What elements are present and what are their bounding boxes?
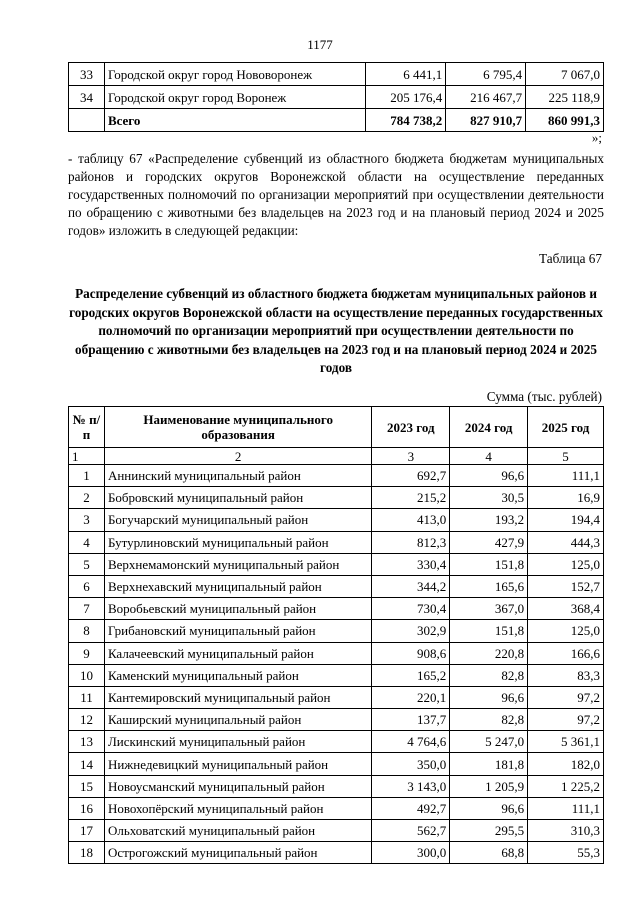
table-row [69, 753, 604, 775]
value-2025: 5 361,1 [528, 731, 604, 753]
value-2024: 96,6 [450, 686, 528, 708]
municipality-name: Ольховатский муниципальный район [104, 820, 371, 842]
value-2025: 111,1 [528, 797, 604, 819]
table-label: Таблица 67 [539, 251, 602, 266]
row-number: 4 [69, 531, 105, 553]
header-row [69, 407, 604, 448]
value-2025: 182,0 [528, 753, 604, 775]
value-2025: 368,4 [528, 598, 604, 620]
table-title: Распределение субвенций из областного бюджета бюджетам муниципальных районов и городских округов Воронежской области на осуществление переданных государственных полномочий по организации мероприятий при осуществлении деятельности по обращению с животными без владельцев на 2023 год и на плановый период 2024 и 2025 годов [69, 286, 603, 375]
table-row [69, 775, 604, 797]
value-2023: 350,0 [372, 753, 450, 775]
value-2024: 295,5 [450, 820, 528, 842]
row-number: 11 [69, 686, 105, 708]
table-row [69, 487, 604, 509]
value-2025: 444,3 [528, 531, 604, 553]
value-2025: 166,6 [528, 642, 604, 664]
value-2024: 367,0 [450, 598, 528, 620]
column-number: 2 [104, 448, 371, 465]
table-row [69, 575, 604, 597]
header-name: Наименование муниципального образования [104, 407, 371, 448]
value-2024: 5 247,0 [450, 731, 528, 753]
municipality-name: Новохопёрский муниципальный район [104, 797, 371, 819]
continuation-table [68, 62, 604, 132]
value-2023: 3 143,0 [372, 775, 450, 797]
value-2023: 344,2 [372, 575, 450, 597]
subvention-table [68, 406, 604, 864]
value-2023: 330,4 [372, 553, 450, 575]
value-2024: 96,6 [450, 797, 528, 819]
municipality-name: Богучарский муниципальный район [104, 509, 371, 531]
column-number-row [69, 448, 604, 465]
municipality-name: Лискинский муниципальный район [104, 731, 371, 753]
value-2024: 68,8 [450, 842, 528, 864]
municipality-name: Аннинский муниципальный район [104, 465, 371, 487]
row-number: 1 [69, 465, 105, 487]
value-2024: 82,8 [450, 664, 528, 686]
total-2025: 860 991,3 [526, 109, 604, 132]
total-label: Всего [104, 109, 365, 132]
municipality-name: Каширский муниципальный район [104, 709, 371, 731]
value-2025: 16,9 [528, 487, 604, 509]
value-2024: 165,6 [450, 575, 528, 597]
value-2025: 83,3 [528, 664, 604, 686]
total-2024: 827 910,7 [446, 109, 526, 132]
value-2025: 194,4 [528, 509, 604, 531]
value-2024: 82,8 [450, 709, 528, 731]
table-row [69, 642, 604, 664]
value-2023: 4 764,6 [372, 731, 450, 753]
value-2024: 427,9 [450, 531, 528, 553]
municipality-name: Бобровский муниципальный район [104, 487, 371, 509]
value-2023: 137,7 [372, 709, 450, 731]
value-2023: 562,7 [372, 820, 450, 842]
value-2025: 97,2 [528, 686, 604, 708]
value-2023: 215,2 [372, 487, 450, 509]
row-number: 5 [69, 553, 105, 575]
table-row [69, 709, 604, 731]
municipality-name: Воробьевский муниципальный район [104, 598, 371, 620]
row-number: 12 [69, 709, 105, 731]
row-number: 33 [69, 63, 105, 86]
value-2024: 30,5 [450, 487, 528, 509]
table-row [69, 731, 604, 753]
municipality-name: Калачеевский муниципальный район [104, 642, 371, 664]
value-2023: 6 441,1 [366, 63, 446, 86]
row-number: 3 [69, 509, 105, 531]
row-number: 17 [69, 820, 105, 842]
row-number: 15 [69, 775, 105, 797]
municipality-name: Верхнехавский муниципальный район [104, 575, 371, 597]
value-2025: 152,7 [528, 575, 604, 597]
row-number: 6 [69, 575, 105, 597]
row-number: 14 [69, 753, 105, 775]
row-number: 2 [69, 487, 105, 509]
closing-quote: »; [591, 130, 602, 145]
value-2023: 220,1 [372, 686, 450, 708]
value-2024: 96,6 [450, 465, 528, 487]
amendment-paragraph: - таблицу 67 «Распределение субвенций из областного бюджета бюджетам муниципальных районов и городских округов Воронежской области на осуществление переданных государственных полномочий по организации мероприятий при осуществлении деятельности по обращению с животными без владельцев на 2023 год и на плановый период 2024 и 2025 годов» изложить в следующей редакции: [68, 151, 604, 238]
row-number: 18 [69, 842, 105, 864]
total-row [69, 109, 604, 132]
value-2025: 7 067,0 [526, 63, 604, 86]
value-2024: 220,8 [450, 642, 528, 664]
value-2024: 181,8 [450, 753, 528, 775]
header-2023: 2023 год [372, 407, 450, 448]
value-2023: 165,2 [372, 664, 450, 686]
header-number: № п/п [69, 407, 105, 448]
table-row [69, 842, 604, 864]
municipality-name: Городской округ город Воронеж [104, 86, 365, 109]
value-2023: 205 176,4 [366, 86, 446, 109]
column-number: 4 [450, 448, 528, 465]
row-number: 7 [69, 598, 105, 620]
column-number: 1 [69, 448, 105, 465]
value-2025: 97,2 [528, 709, 604, 731]
value-2023: 302,9 [372, 620, 450, 642]
value-2024: 193,2 [450, 509, 528, 531]
units-label: Сумма (тыс. рублей) [486, 389, 602, 404]
page-number: 1177 [307, 37, 333, 52]
row-number: 8 [69, 620, 105, 642]
column-number: 5 [528, 448, 604, 465]
value-2024: 6 795,4 [446, 63, 526, 86]
value-2024: 1 205,9 [450, 775, 528, 797]
municipality-name: Каменский муниципальный район [104, 664, 371, 686]
table-row [69, 509, 604, 531]
value-2024: 151,8 [450, 620, 528, 642]
municipality-name: Новоусманский муниципальный район [104, 775, 371, 797]
value-2023: 730,4 [372, 598, 450, 620]
municipality-name: Городской округ город Нововоронеж [104, 63, 365, 86]
value-2025: 125,0 [528, 553, 604, 575]
total-2023: 784 738,2 [366, 109, 446, 132]
table-body [69, 465, 604, 864]
row-number: 9 [69, 642, 105, 664]
table-row [69, 598, 604, 620]
table-row [69, 531, 604, 553]
table-row [69, 686, 604, 708]
municipality-name: Кантемировский муниципальный район [104, 686, 371, 708]
table-row [69, 820, 604, 842]
value-2025: 55,3 [528, 842, 604, 864]
value-2025: 1 225,2 [528, 775, 604, 797]
value-2023: 692,7 [372, 465, 450, 487]
municipality-name: Верхнемамонский муниципальный район [104, 553, 371, 575]
municipality-name: Острогожский муниципальный район [104, 842, 371, 864]
row-number: 13 [69, 731, 105, 753]
value-2023: 413,0 [372, 509, 450, 531]
table-row [69, 86, 604, 109]
table-row [69, 553, 604, 575]
value-2025: 310,3 [528, 820, 604, 842]
header-2024: 2024 год [450, 407, 528, 448]
value-2024: 216 467,7 [446, 86, 526, 109]
municipality-name: Бутурлиновский муниципальный район [104, 531, 371, 553]
value-2024: 151,8 [450, 553, 528, 575]
value-2023: 492,7 [372, 797, 450, 819]
value-2025: 125,0 [528, 620, 604, 642]
table-row [69, 664, 604, 686]
row-number: 34 [69, 86, 105, 109]
value-2025: 225 118,9 [526, 86, 604, 109]
column-number: 3 [372, 448, 450, 465]
row-number: 10 [69, 664, 105, 686]
table-row [69, 465, 604, 487]
empty-cell [69, 109, 105, 132]
value-2025: 111,1 [528, 465, 604, 487]
row-number: 16 [69, 797, 105, 819]
header-2025: 2025 год [528, 407, 604, 448]
table-row [69, 620, 604, 642]
table-row [69, 797, 604, 819]
table-row [69, 63, 604, 86]
municipality-name: Грибановский муниципальный район [104, 620, 371, 642]
municipality-name: Нижнедевицкий муниципальный район [104, 753, 371, 775]
value-2023: 300,0 [372, 842, 450, 864]
value-2023: 908,6 [372, 642, 450, 664]
value-2023: 812,3 [372, 531, 450, 553]
